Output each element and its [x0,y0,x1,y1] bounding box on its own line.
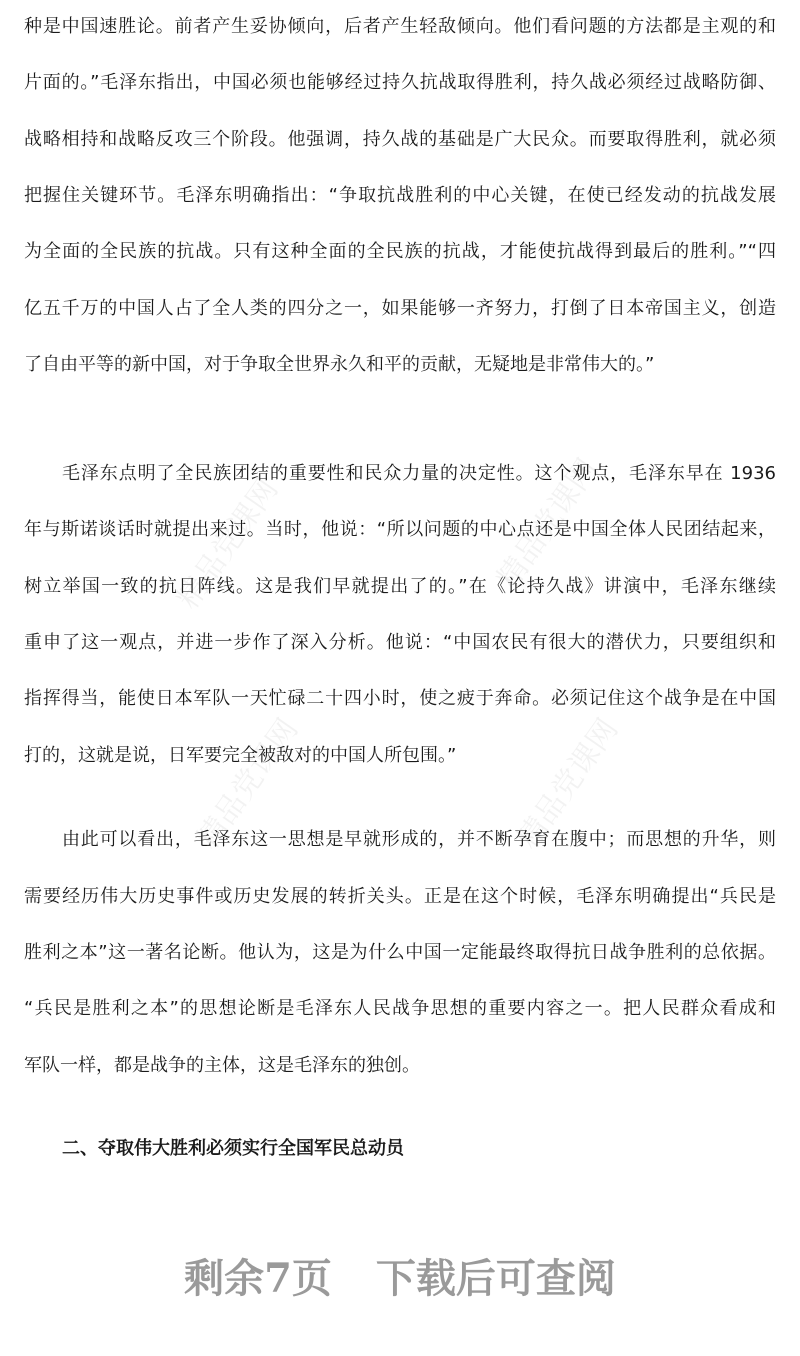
download-to-view-label: 下载后可查阅 [375,1255,616,1302]
paragraph-line: 把握住关键环节。毛泽东明确指出：“争取抗战胜利的中心关键，在使已经发动的抗战发展 [24,185,776,206]
paragraph-line: 指挥得当，能使日本军队一天忙碌二十四小时，使之疲于奔命。必须记住这个战争是在中国 [24,688,776,709]
watermark-text: 精品党课网 [170,472,286,616]
paragraph-line: 片面的。”毛泽东指出，中国必须也能够经过持久抗战取得胜利，持久战必须经过战略防御、 [24,72,776,93]
paragraph-line: 重申了这一观点，并进一步作了深入分析。他说：“中国农民有很大的潜伏力，只要组织和 [24,632,776,653]
paragraph-line: 胜利之本”这一著名论断。他认为，这是为什么中国一定能最终取得抗日战争胜利的总依据。 [24,942,776,963]
section-heading: 二、夺取伟大胜利必须实行全国军民总动员 [62,1138,404,1159]
paragraph-line: 军队一样，都是战争的主体，这是毛泽东的独创。 [24,1055,420,1076]
paragraph-line: 由此可以看出，毛泽东这一思想是早就形成的，并不断孕育在腹中；而思想的升华，则 [62,829,776,850]
paragraph-line: 为全面的全民族的抗战。只有这种全面的全民族的抗战，才能使抗战得到最后的胜利。”“四 [24,241,776,262]
paragraph-line: “兵民是胜利之本”的思想论断是毛泽东人民战争思想的重要内容之一。把人民群众看成和 [24,998,776,1019]
remaining-pages-label: 剩余7页 [184,1255,332,1302]
paragraph-line: 种是中国速胜论。前者产生妥协倾向，后者产生轻敌倾向。他们看问题的方法都是主观的和 [24,16,776,37]
paragraph-line: 亿五千万的中国人占了全人类的四分之一，如果能够一齐努力，打倒了日本帝国主义，创造 [24,298,776,319]
watermark-text: 精品党课网 [510,712,626,856]
watermark-text: 精品党课网 [490,452,606,596]
paragraph-line: 战略相持和战略反攻三个阶段。他强调，持久战的基础是广大民众。而要取得胜利，就必须 [24,129,776,150]
paragraph-line: 年与斯诺谈话时就提出来过。当时，他说：“所以问题的中心点还是中国全体人民团结起来， [24,519,776,540]
paragraph-line: 需要经历伟大历史事件或历史发展的转折关头。正是在这个时候，毛泽东明确提出“兵民是 [24,886,776,907]
paragraph-line: 打的，这就是说，日军要完全被敌对的中国人所包围。” [24,745,457,766]
watermark-text: 精品党课网 [190,712,306,856]
paragraph-line: 了自由平等的新中国，对于争取全世界永久和平的贡献，无疑地是非常伟大的。” [24,354,655,375]
paragraph-line: 树立举国一致的抗日阵线。这是我们早就提出了的。”在《论持久战》讲演中，毛泽东继续 [24,576,776,597]
download-prompt[interactable] [0,1254,800,1304]
paragraph-line: 毛泽东点明了全民族团结的重要性和民众力量的决定性。这个观点，毛泽东早在 1936 [62,463,776,484]
